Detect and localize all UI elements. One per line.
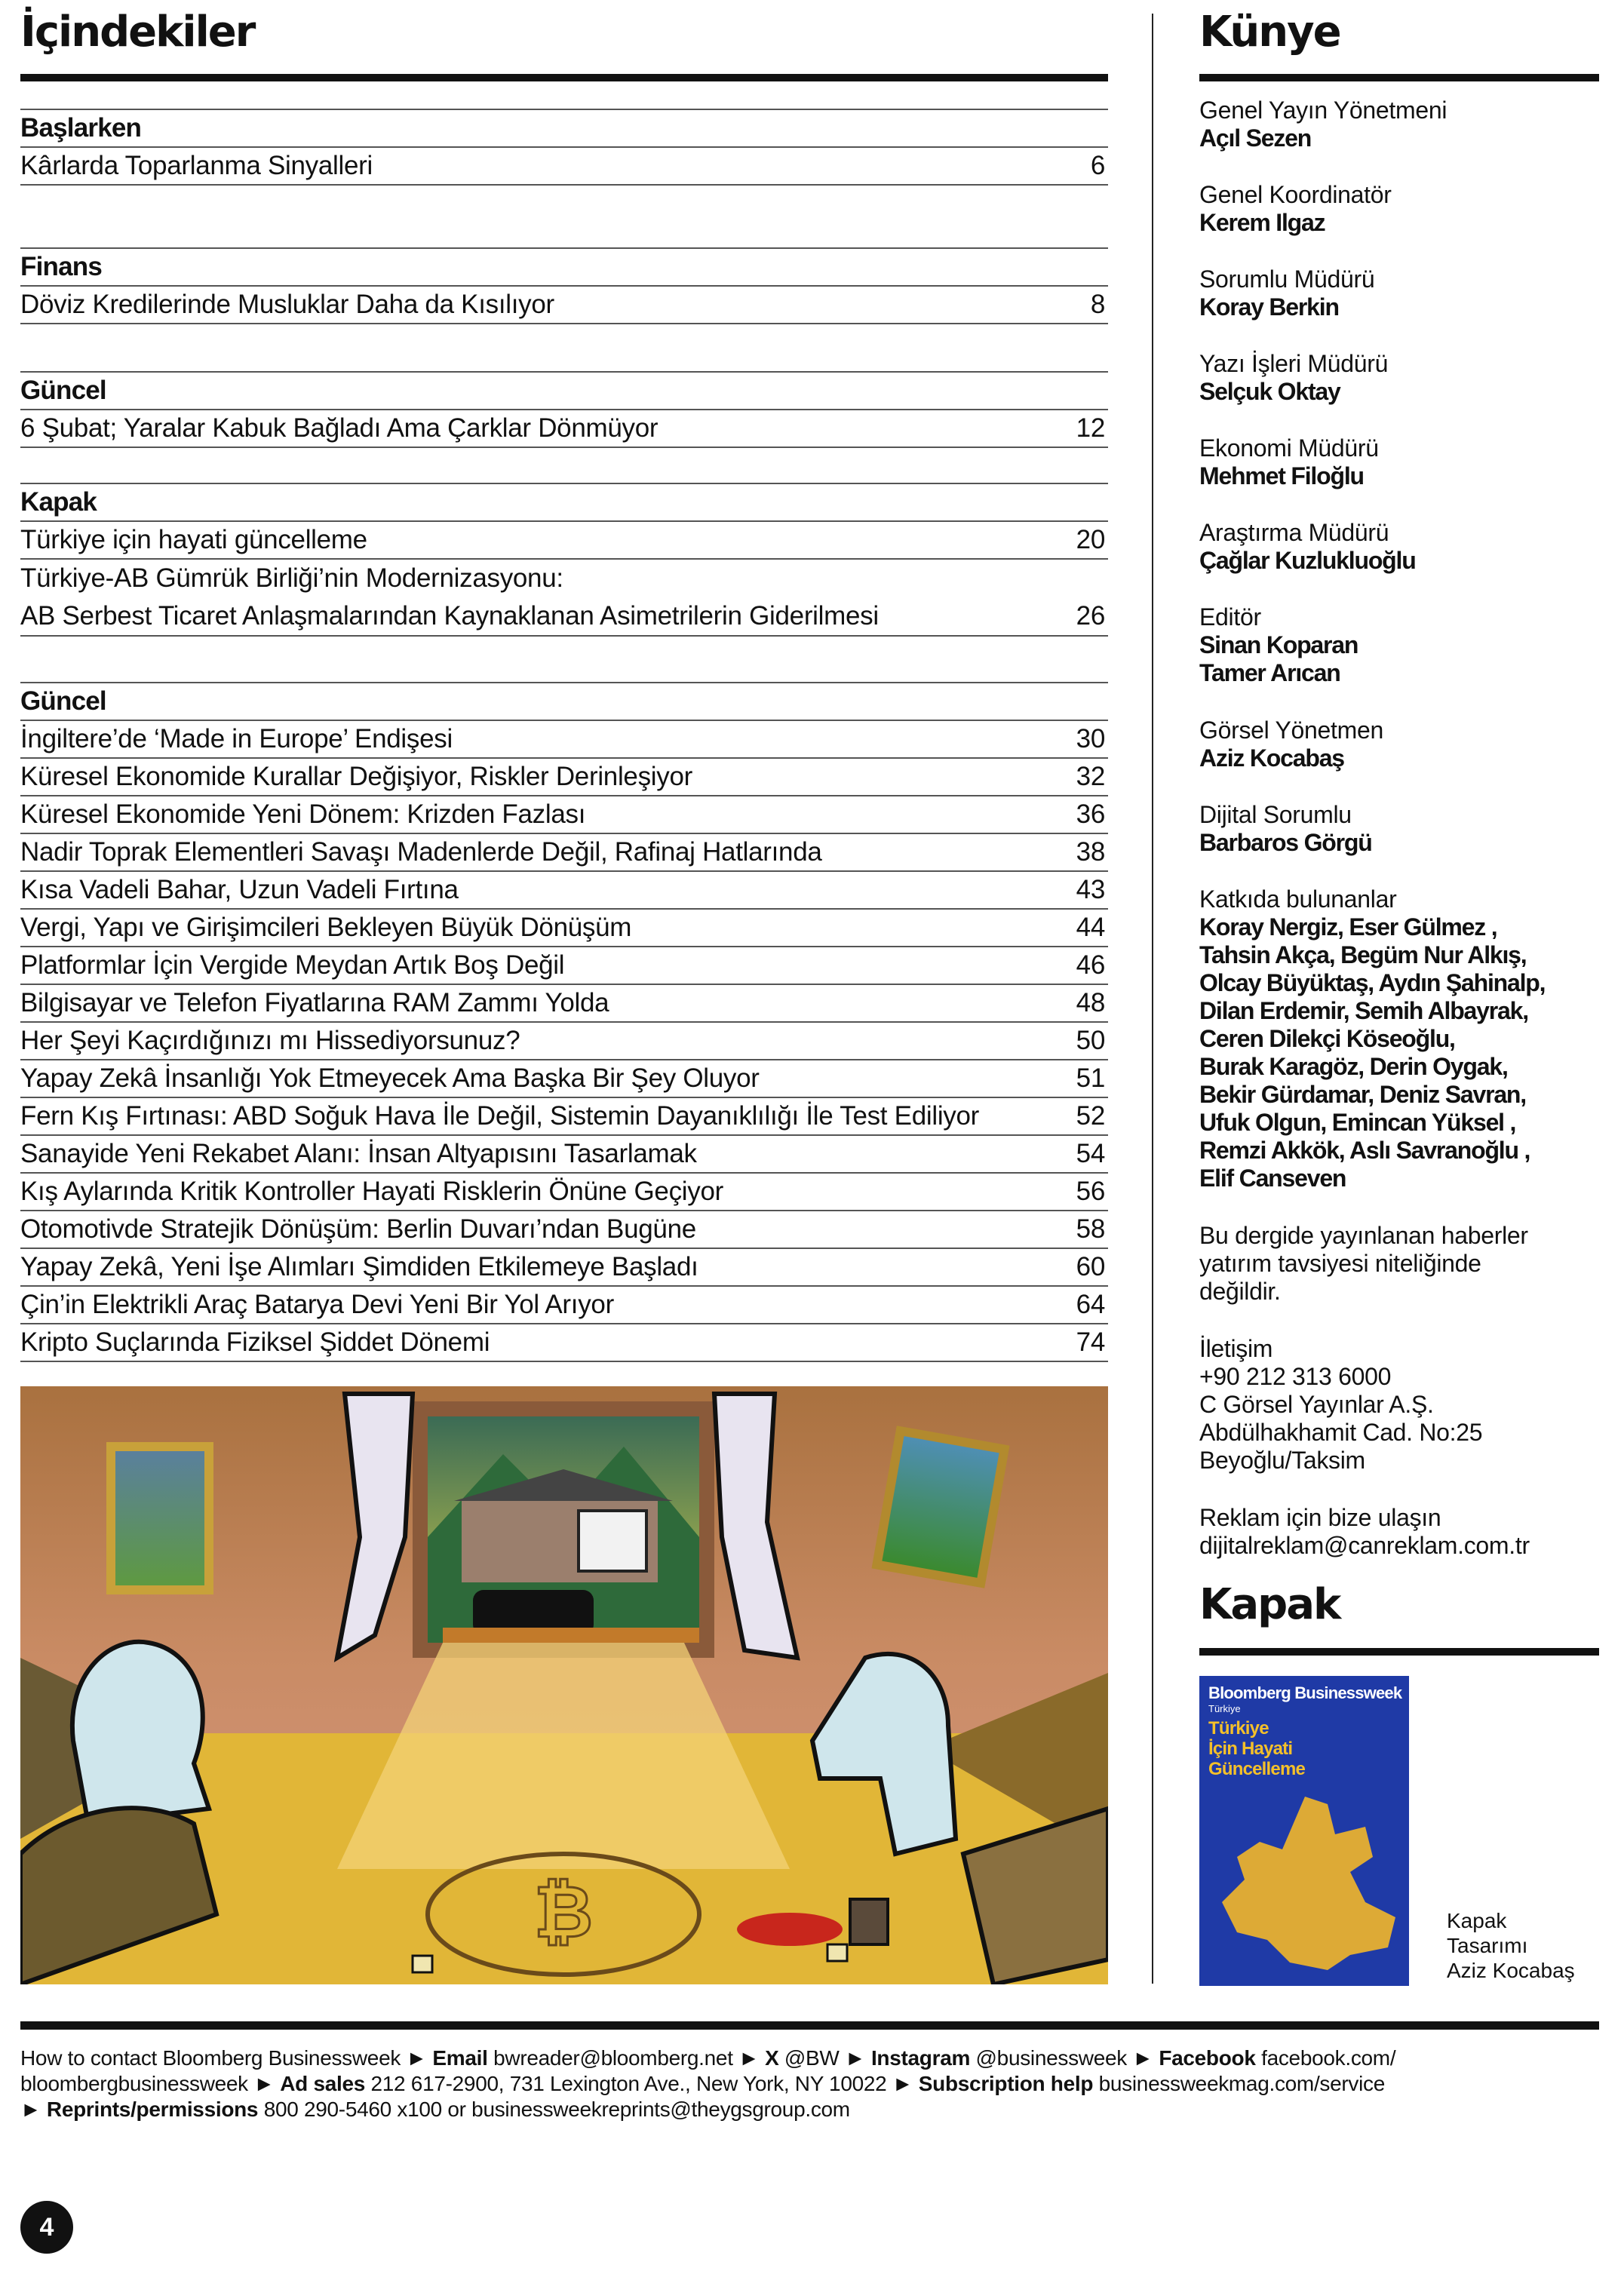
footer-line-2: [20, 2071, 1604, 2097]
contact-line: C Görsel Yayınlar A.Ş.: [1199, 1391, 1434, 1418]
masthead-name: Aziz Kocabaş: [1199, 744, 1344, 772]
toc-entry[interactable]: [20, 1323, 1108, 1362]
ad-sales-label: Ad sales: [280, 2072, 366, 2095]
facebook-link-cont[interactable]: bloombergbusinessweek ►: [20, 2072, 281, 2095]
toc-section-head: Finans: [20, 247, 1108, 285]
masthead-name: Mehmet Filoğlu: [1199, 462, 1364, 489]
contact-line: İletişim: [1199, 1335, 1273, 1362]
toc-entry-title: Çin’in Elektrikli Araç Batarya Devi Yeni Bir Yol Arıyor: [20, 1290, 614, 1319]
toc-entry[interactable]: [20, 1134, 1108, 1172]
toc-entry-title: Sanayide Yeni Rekabet Alanı: İnsan Altyapısını Tasarlamak: [20, 1139, 697, 1168]
facebook-link[interactable]: facebook.com/: [1255, 2046, 1396, 2070]
bitcoin-symbol: ₿: [533, 1870, 594, 1954]
ads-line: Reklam için bize ulaşın: [1199, 1504, 1441, 1531]
toc-section: [20, 682, 1108, 1362]
cover-headline-line: Güncelleme: [1208, 1759, 1306, 1779]
toc-entry[interactable]: [20, 795, 1108, 833]
reprints-text: 800 290-5460 x100 or businessweekreprints@theygsgroup.com: [258, 2098, 850, 2121]
toc-entry-title: Yapay Zekâ, Yeni İşe Alımları Şimdiden Etkilemeye Başladı: [20, 1252, 698, 1281]
email-label: Email: [432, 2046, 488, 2070]
toc-entry[interactable]: [20, 146, 1108, 186]
toc-entry-page: 8: [1090, 290, 1105, 319]
toc-entry-page: 12: [1076, 413, 1105, 443]
disclaimer-line: Bu dergide yayınlanan haberler: [1199, 1222, 1528, 1249]
toc-entry-page: 54: [1076, 1139, 1105, 1168]
masthead-name: Çağlar Kuzlukluoğlu: [1199, 547, 1416, 574]
paint-can: [850, 1899, 888, 1944]
evidence-marker: [827, 1944, 847, 1961]
toc-entry-title: Yapay Zekâ İnsanlığı Yok Etmeyecek Ama Başka Bir Şey Oluyor: [20, 1063, 760, 1093]
toc-entry-page: 26: [1076, 601, 1105, 631]
toc-entry-page: 52: [1076, 1101, 1105, 1131]
masthead-entry: [1199, 717, 1599, 772]
toc-section: [20, 483, 1108, 637]
toc-entry-title: Otomotivde Stratejik Dönüşüm: Berlin Duvarı’ndan Bugüne: [20, 1214, 696, 1244]
cover-headline-line: Türkiye: [1208, 1718, 1269, 1739]
toc-section-head: Başlarken: [20, 109, 1108, 146]
toc-entry-page: 38: [1076, 837, 1105, 867]
masthead-name: Ufuk Olgun, Emincan Yüksel ,: [1199, 1109, 1516, 1136]
toc-entry-line: [20, 597, 1108, 635]
disclaimer-line: yatırım tavsiyesi niteliğinde: [1199, 1250, 1481, 1277]
toc-entry-title: Kârlarda Toparlanma Sinyalleri: [20, 151, 373, 180]
masthead-name: Dilan Erdemir, Semih Albayrak,: [1199, 997, 1528, 1024]
toc-entry[interactable]: [20, 984, 1108, 1021]
masthead-role: Katkıda bulunanlar: [1199, 885, 1397, 913]
toc-entry[interactable]: [20, 833, 1108, 870]
contact-footer: [20, 2045, 1604, 2122]
ads-info: [1199, 1504, 1599, 1560]
toc-entry[interactable]: [20, 1248, 1108, 1285]
toc-entry-title: Küresel Ekonomide Yeni Dönem: Krizden Fazlası: [20, 799, 586, 829]
cover-caption-line: Kapak: [1447, 1909, 1507, 1932]
toc-entry[interactable]: [20, 757, 1108, 795]
toc-entry-page: 51: [1076, 1063, 1105, 1093]
toc-entry-title: Nadir Toprak Elementleri Savaşı Madenlerde Değil, Rafinaj Hatlarında: [20, 837, 822, 867]
toc-entry[interactable]: [20, 520, 1108, 558]
cover-caption: [1447, 1908, 1575, 1983]
footer-text: ►: [20, 2098, 47, 2121]
masthead-name: Koray Nergiz, Eser Gülmez ,: [1199, 913, 1497, 941]
cover-thumbnail[interactable]: [1199, 1676, 1409, 1986]
contact-line: Abdülhakhamit Cad. No:25: [1199, 1419, 1483, 1446]
toc-entry[interactable]: [20, 409, 1108, 448]
toc-section: [20, 371, 1108, 448]
toc-entry-title: İngiltere’de ‘Made in Europe’ Endişesi: [20, 724, 453, 753]
cover-subtitle: Türkiye: [1208, 1703, 1241, 1714]
masthead-role: Araştırma Müdürü: [1199, 519, 1389, 546]
toc-entry[interactable]: [20, 285, 1108, 324]
footer-line-3: [20, 2097, 1604, 2122]
masthead-entry: [1199, 434, 1599, 490]
column-divider: [1152, 14, 1153, 1984]
toc-section: [20, 109, 1108, 186]
toc-entry-title: Her Şeyi Kaçırdığınızı mı Hissediyorsunuz?: [20, 1026, 520, 1055]
facebook-label: Facebook: [1159, 2046, 1256, 2070]
instagram-label: Instagram: [870, 2046, 971, 2070]
toc-title: İçindekiler: [20, 8, 255, 57]
toc-entry[interactable]: [20, 870, 1108, 908]
toc-entry-page: 48: [1076, 988, 1105, 1017]
masthead-entry: [1199, 181, 1599, 237]
toc-entry-page: 58: [1076, 1214, 1105, 1244]
disclaimer-line: değildir.: [1199, 1278, 1281, 1305]
toc-entry-page: 56: [1076, 1177, 1105, 1206]
toc-entry-title: Platformlar İçin Vergide Meydan Artık Boş Değil: [20, 950, 565, 980]
toc-entry-title: 6 Şubat; Yaralar Kabuk Bağladı Ama Çarklar Dönmüyor: [20, 413, 659, 443]
masthead-name: Remzi Akkök, Aslı Savranoğlu ,: [1199, 1137, 1530, 1164]
toc-entry[interactable]: [20, 1021, 1108, 1059]
evidence-marker: [413, 1956, 432, 1972]
masthead-role: Yazı İşleri Müdürü: [1199, 350, 1389, 377]
toc-entry-title: Kısa Vadeli Bahar, Uzun Vadeli Fırtına: [20, 875, 459, 904]
masthead-name: Bekir Gürdamar, Deniz Savran,: [1199, 1081, 1526, 1108]
toc-entry[interactable]: [20, 1059, 1108, 1097]
footer-text: How to contact Bloomberg Businessweek ►: [20, 2046, 433, 2070]
x-link[interactable]: @BW ►: [778, 2046, 871, 2070]
masthead-role: Dijital Sorumlu: [1199, 801, 1352, 828]
subscription-label: Subscription help: [918, 2072, 1094, 2095]
toc-entry[interactable]: [20, 1097, 1108, 1134]
toc-entry-page: 32: [1076, 762, 1105, 791]
page-number: 4: [20, 2201, 73, 2254]
cover-caption-line: Tasarımı: [1447, 1934, 1528, 1957]
toc-entry[interactable]: [20, 1285, 1108, 1323]
masthead-entry: [1199, 265, 1599, 321]
toc-entry-page: 74: [1076, 1327, 1105, 1357]
toc-entry-title: Küresel Ekonomide Kurallar Değişiyor, Riskler Derinleşiyor: [20, 762, 692, 791]
subscription-link[interactable]: businessweekmag.com/service: [1093, 2072, 1386, 2095]
toc-title-rule: [20, 74, 1108, 81]
cover-headline-line: İçin Hayati: [1208, 1739, 1293, 1759]
masthead-entry: [1199, 801, 1599, 857]
footer-line-1: [20, 2045, 1604, 2071]
reprints-label: Reprints/permissions: [46, 2098, 259, 2121]
house-window: [579, 1511, 646, 1571]
toc-entry-page: 50: [1076, 1026, 1105, 1055]
toc-section-head: Güncel: [20, 371, 1108, 409]
masthead-name: Tamer Arıcan: [1199, 659, 1340, 686]
contact-line: Beyoğlu/Taksim: [1199, 1447, 1365, 1474]
disclaimer: [1199, 1222, 1599, 1306]
toc-entry-title: Döviz Kredilerinde Musluklar Daha da Kısılıyor: [20, 290, 554, 319]
cover-caption-line: Aziz Kocabaş: [1447, 1959, 1575, 1982]
footer-rule: [20, 2021, 1599, 2030]
email-link[interactable]: bwreader@bloomberg.net ►: [487, 2046, 766, 2070]
wall-painting-right: [876, 1431, 1004, 1583]
blood-pool: [737, 1913, 843, 1946]
masthead-name: Koray Berkin: [1199, 293, 1339, 321]
masthead-title-rule: [1199, 74, 1599, 81]
masthead-name: Kerem Ilgaz: [1199, 209, 1325, 236]
toc-entry[interactable]: [20, 1210, 1108, 1248]
toc-entry-page: 20: [1076, 525, 1105, 554]
masthead-name: Burak Karagöz, Derin Oygak,: [1199, 1053, 1508, 1080]
contact-info: [1199, 1335, 1599, 1475]
ads-link[interactable]: dijitalreklam@canreklam.com.tr: [1199, 1532, 1530, 1559]
toc-section: [20, 247, 1108, 324]
toc-section-head: Kapak: [20, 483, 1108, 520]
masthead-name: Elif Canseven: [1199, 1165, 1346, 1192]
contact-line: +90 212 313 6000: [1199, 1363, 1392, 1390]
investigator-left: [72, 1642, 209, 1824]
europe-map-icon: [1214, 1789, 1403, 1978]
masthead-entry: [1199, 885, 1599, 1192]
masthead-role: Ekonomi Müdürü: [1199, 434, 1379, 462]
toc-entry-title: Vergi, Yapı ve Girişimcileri Bekleyen Büyük Dönüşüm: [20, 913, 632, 942]
masthead-name: Olcay Büyüktaş, Aydın Şahinalp,: [1199, 969, 1546, 996]
toc-entry[interactable]: [20, 946, 1108, 984]
toc-entry-page: 60: [1076, 1252, 1105, 1281]
toc-entry-title: AB Serbest Ticaret Anlaşmalarından Kaynaklanan Asimetrilerin Giderilmesi: [20, 601, 879, 631]
toc-entry-page: 44: [1076, 913, 1105, 942]
toc-entry-title: Türkiye için hayati güncelleme: [20, 525, 367, 554]
toc-entry-title: Kış Aylarında Kritik Kontroller Hayati Risklerin Önüne Geçiyor: [20, 1177, 723, 1206]
toc-entry-page: 6: [1090, 151, 1105, 180]
toc-section-head: Güncel: [20, 682, 1108, 720]
masthead-title: Künye: [1199, 8, 1340, 57]
toc-entry-page: 36: [1076, 799, 1105, 829]
masthead-entry: [1199, 350, 1599, 406]
toc-entry-page: 43: [1076, 875, 1105, 904]
toc-entry[interactable]: [20, 1172, 1108, 1210]
toc-entry-title: Kripto Suçlarında Fiziksel Şiddet Dönemi: [20, 1327, 490, 1357]
toc-entry-page: 46: [1076, 950, 1105, 980]
toc-entry[interactable]: [20, 908, 1108, 946]
wall-painting-left: [111, 1447, 209, 1590]
masthead-role: Genel Koordinatör: [1199, 181, 1392, 208]
masthead-name: Sinan Koparan: [1199, 631, 1358, 658]
masthead-role: Sorumlu Müdürü: [1199, 265, 1375, 293]
masthead-entry: [1199, 603, 1599, 687]
toc-entry[interactable]: [20, 720, 1108, 757]
masthead-entry: [1199, 519, 1599, 575]
masthead-name: Tahsin Akça, Begüm Nur Alkış,: [1199, 941, 1527, 968]
instagram-link[interactable]: @businessweek ►: [970, 2046, 1159, 2070]
toc-entry-page: 64: [1076, 1290, 1105, 1319]
toc-entry[interactable]: [20, 558, 1108, 637]
cover-section-title: Kapak: [1199, 1580, 1340, 1629]
toc-entry-title: Türkiye-AB Gümrük Birliği’nin Modernizasyonu:: [20, 563, 563, 593]
toc-entry-title: Bilgisayar ve Telefon Fiyatlarına RAM Zammı Yolda: [20, 988, 609, 1017]
masthead-role: Genel Yayın Yönetmeni: [1199, 97, 1447, 124]
toc-entry-title: Fern Kış Fırtınası: ABD Soğuk Hava İle Değil, Sistemin Dayanıklılığı İle Test Ediliyor: [20, 1101, 980, 1131]
masthead-name: Barbaros Görgü: [1199, 829, 1372, 856]
window-sill: [443, 1628, 699, 1643]
toc-entry-page: 30: [1076, 724, 1105, 753]
masthead-entry: [1199, 97, 1599, 152]
ad-sales-text: 212 617-2900, 731 Lexington Ave., New York, NY 10022 ►: [365, 2072, 919, 2095]
x-label: X: [765, 2046, 779, 2070]
cover-section-rule: [1199, 1648, 1599, 1656]
masthead-name: Ceren Dilekçi Köseoğlu,: [1199, 1025, 1455, 1052]
masthead-role: Görsel Yönetmen: [1199, 717, 1383, 744]
cover-headline: [1208, 1718, 1305, 1779]
cover-brand: Bloomberg Businessweek: [1208, 1683, 1402, 1702]
masthead-name: Selçuk Oktay: [1199, 378, 1340, 405]
masthead-name: Açıl Sezen: [1199, 124, 1312, 152]
crime-scene-illustration: [20, 1386, 1108, 1984]
masthead-role: Editör: [1199, 603, 1261, 631]
